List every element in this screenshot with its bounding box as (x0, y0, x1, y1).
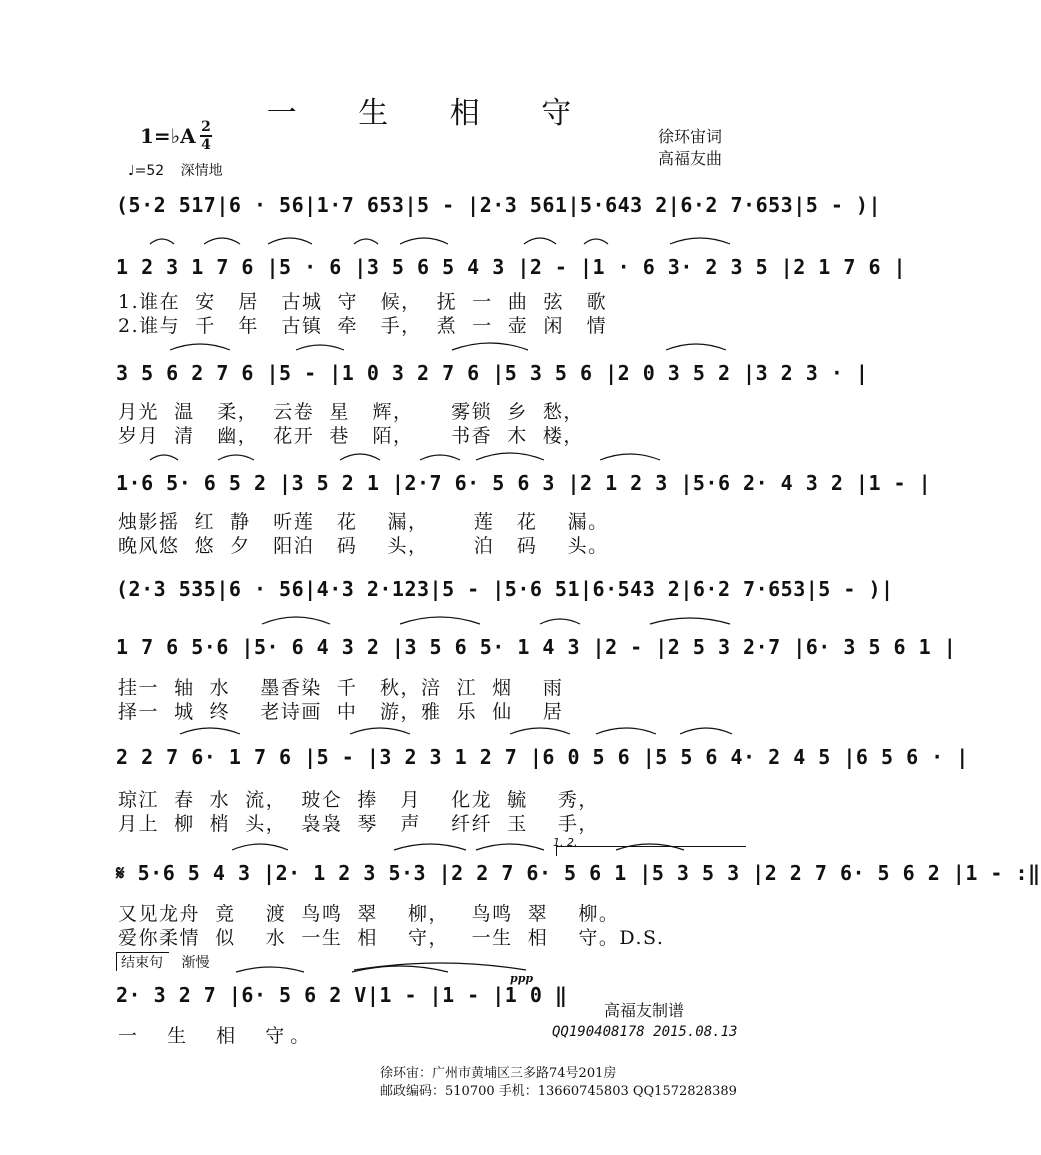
lyric-line-6-verse-1: 又见龙舟 竟 渡 鸟鸣 翠 柳， 鸟鸣 翠 柳。 (118, 903, 620, 925)
key-signature: 1=♭A (140, 124, 196, 148)
score-line-4: 1·6 5· 6 5 2 |3 5 2 1 |2·7 6· 5 6 3 |2 1 2 3 |5·6 2· 4 3 2 |1 - | (116, 471, 932, 495)
score-line-7: 2 2 7 6· 1 7 6 |5 - |3 2 3 1 2 7 |6 0 5 6 |5 5 6 4· 2 4 5 |6 5 6 · | (116, 745, 969, 769)
lyric-line-3-verse-1: 烛影摇 红 静 听莲 花 漏， 莲 花 漏。 (118, 511, 609, 533)
lyric-line-3-verse-2: 晚风悠 悠 夕 阳泊 码 头， 泊 码 头。 (118, 535, 609, 557)
ending-tempo-change: 渐慢 (181, 955, 210, 971)
lyric-line-2-verse-2: 岁月 清 幽， 花开 巷 陌， 书香 木 楼， (118, 425, 584, 447)
composer-credit: 高福友曲 (658, 149, 723, 168)
score-line-6: 1 7 6 5·6 |5· 6 4 3 2 |3 5 6 5· 1 4 3 |2 - |2 5 3 2·7 |6· 3 5 6 1 | (116, 635, 957, 659)
score-line-2: 1 2 3 1 7 6 |5 · 6 |3 5 6 5 4 3 |2 - |1 · 6 3· 2 3 5 |2 1 7 6 | (116, 255, 907, 279)
score-line-3: 3 5 6 2 7 6 |5 - |1 0 3 2 7 6 |5 3 5 6 |2 0 3 5 2 |3 2 3 · | (116, 361, 869, 385)
lyric-line-4-verse-2: 择一 城 终 老诗画 中 游，雅 乐 仙 居 (118, 701, 564, 723)
time-signature-bottom: 4 (201, 137, 211, 153)
ending-label: 结束句 (116, 952, 169, 971)
lyric-line-5-verse-1: 琼江 春 水 流， 玻仑 捧 月 化龙 毓 秀， (118, 789, 599, 811)
lyric-line-2-verse-1: 月光 温 柔， 云卷 星 辉， 雾锁 乡 愁， (118, 401, 584, 423)
page-title: 一 生 相 守 (266, 96, 598, 131)
date-stamp: QQ190408178 2015.08.13 (552, 1024, 738, 1040)
lyric-line-5-verse-2: 月上 柳 梢 头， 袅袅 琴 声 纤纤 玉 手， (118, 813, 599, 835)
contact-address: 徐环宙：广州市黄埔区三多路74号201房 (380, 1066, 617, 1081)
dynamic-marking: ppp (510, 972, 534, 985)
ending-score-line: 2· 3 2 7 |6· 5 6 2 V|1 - |1 - |1 0 ‖ (116, 983, 568, 1007)
ending-lyric: 一 生 相 守。 (118, 1025, 316, 1047)
tempo-value: ♩=52 (128, 163, 165, 179)
arranger-credit: 高福友制谱 (604, 1001, 685, 1020)
score-line-5: (2·3 535|6 · 56|4·3 2·123|5 - |5·6 51|6·543 2|6·2 7·653|5 - )| (116, 577, 894, 601)
contact-phone: 邮政编码：510700 手机：13660745803 QQ1572828389 (380, 1084, 737, 1099)
lyric-line-6-verse-2: 爱你柔情 似 水 一生 相 守， 一生 相 守。D.S. (118, 927, 665, 949)
lyric-line-4-verse-1: 挂一 轴 水 墨香染 千 秋，涪 江 烟 雨 (118, 677, 564, 699)
time-signature-top: 2 (201, 119, 211, 135)
volta-label: 1. 2. (553, 836, 578, 849)
lyricist-credit: 徐环宙词 (658, 127, 723, 146)
lyric-line-1-verse-2: 2.谁与 千 年 古镇 牵 手， 煮 一 壶 闲 情 (118, 315, 608, 337)
expression-marking: 深情地 (180, 163, 223, 179)
score-line-1: (5·2 517|6 · 56|1·7 653|5 - |2·3 561|5·643 2|6·2 7·653|5 - )| (116, 193, 882, 217)
lyric-line-1-verse-1: 1.谁在 安 居 古城 守 候， 抚 一 曲 弦 歌 (118, 291, 608, 313)
score-line-8: 𝄋 5·6 5 4 3 |2· 1 2 3 5·3 |2 2 7 6· 5 6 1 |5 3 5 3 |2 2 7 6· 5 6 2 |1 - :‖ (116, 861, 1041, 885)
